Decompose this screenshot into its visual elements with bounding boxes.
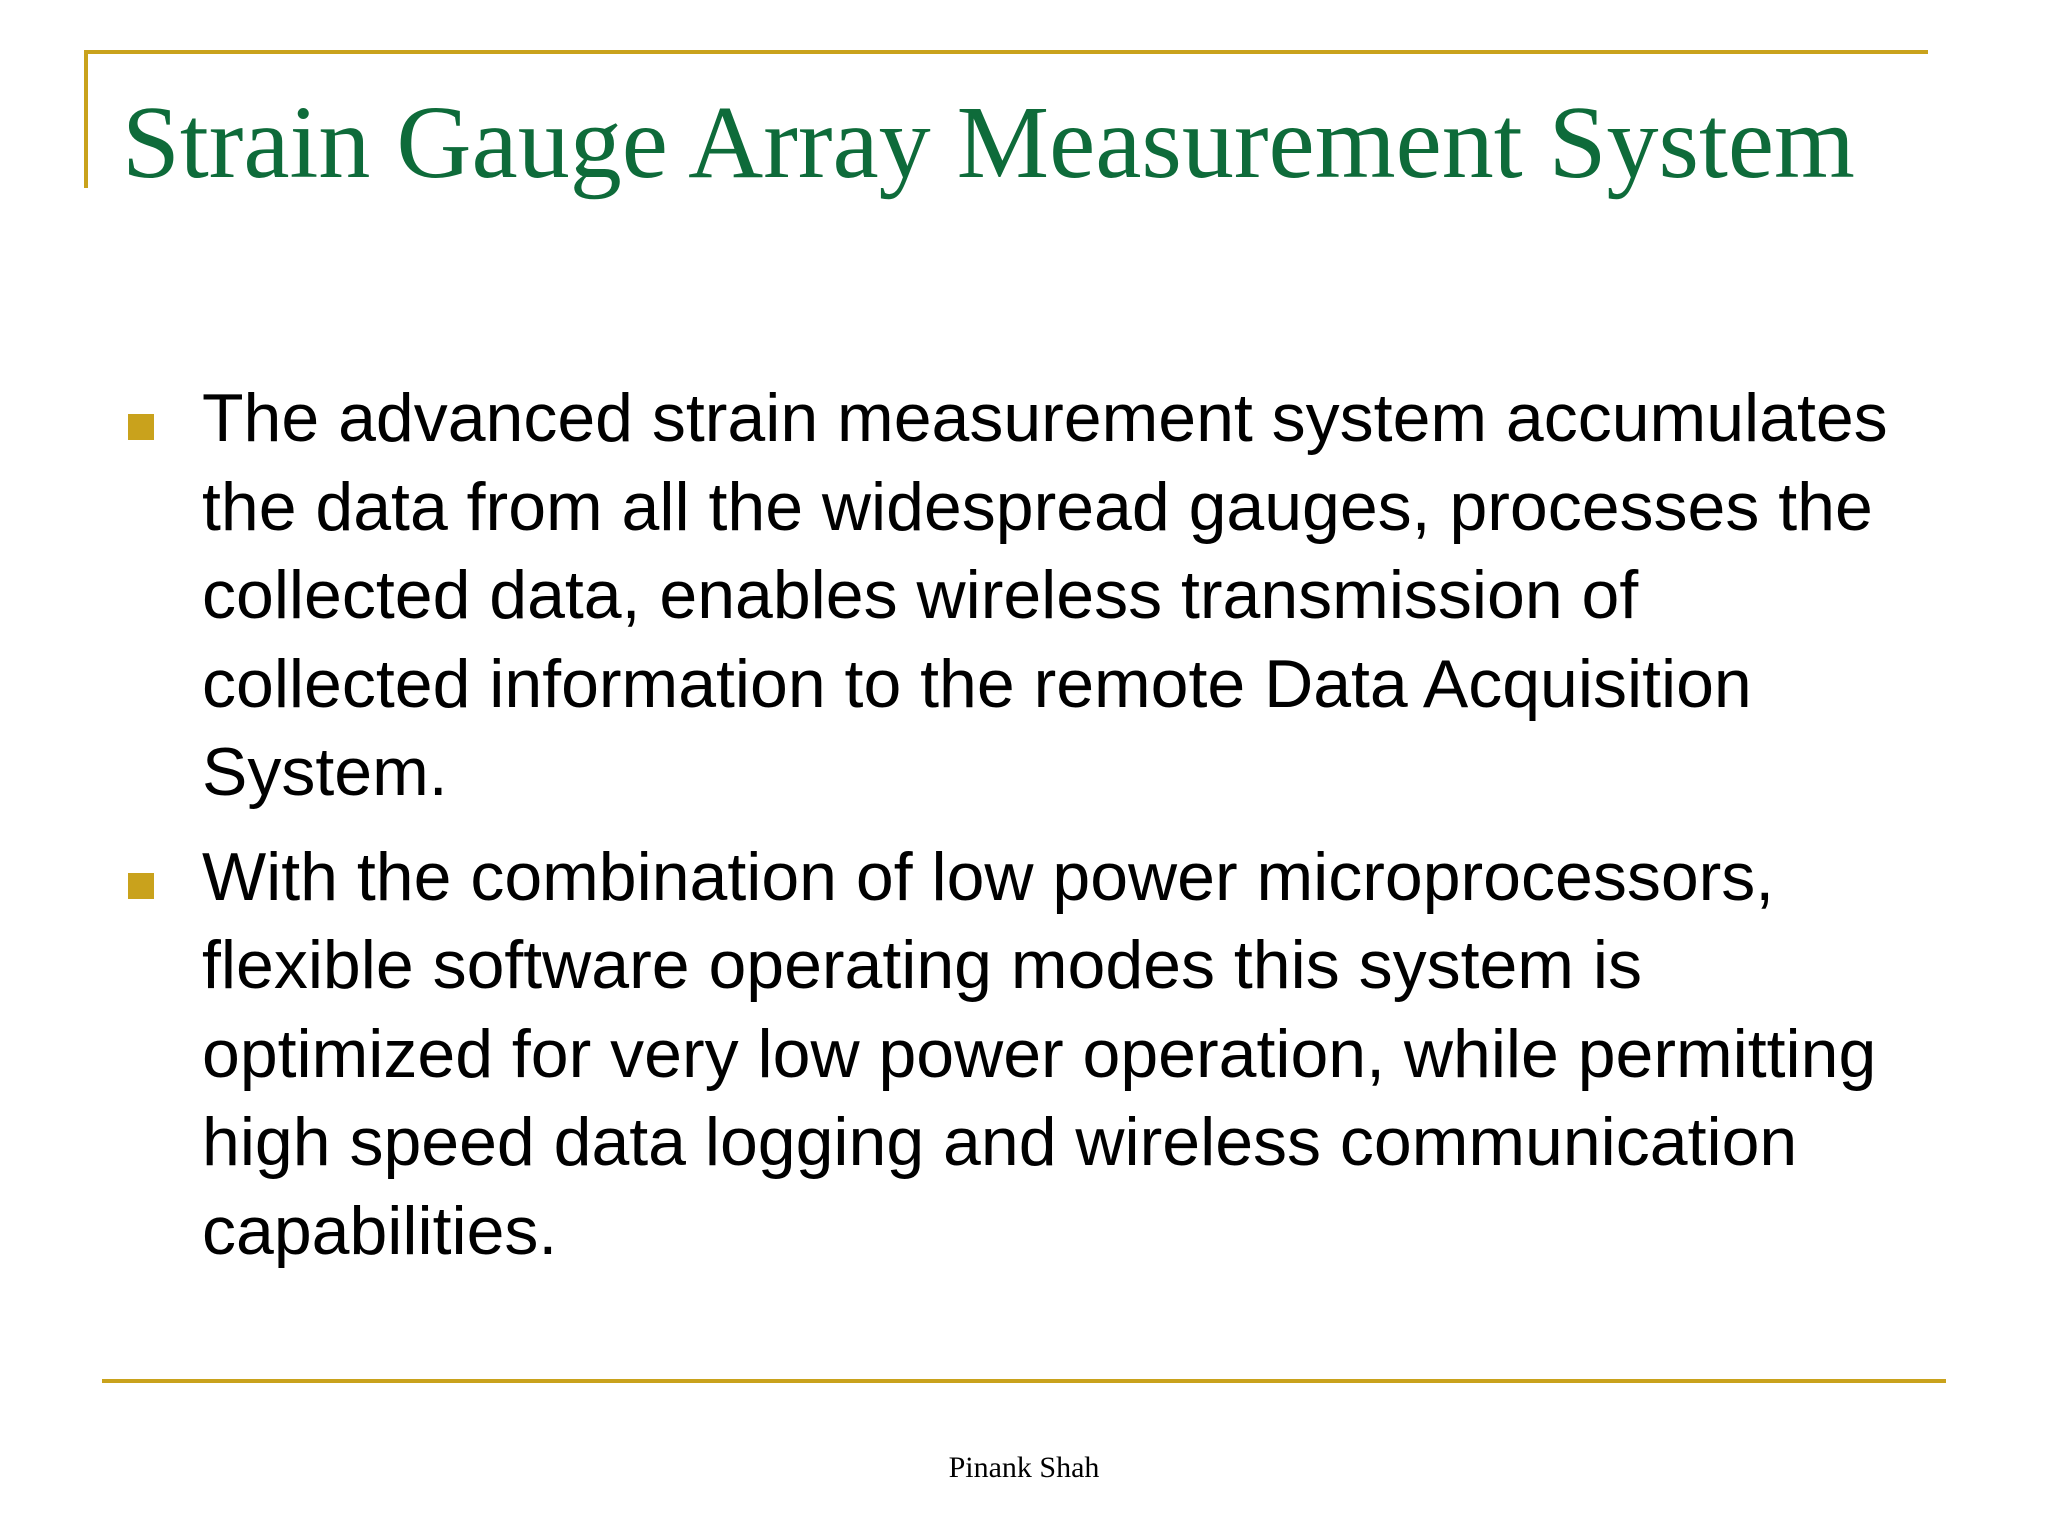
square-bullet-icon [128, 414, 154, 440]
bullet-text: With the combination of low power microprocessors, flexible software operating modes this system is optimized for very low power operation, while permitting high speed data logging and wireless communication capabilities. [202, 838, 1877, 1269]
footer-rule [102, 1379, 1946, 1383]
title-frame-top-rule [84, 50, 1928, 54]
square-bullet-icon [128, 873, 154, 899]
bullet-item [124, 374, 1924, 817]
title-frame-left-rule [84, 50, 88, 188]
bullet-list [124, 374, 1924, 1291]
footer-author: Pinank Shah [948, 1451, 1100, 1484]
slide-title: Strain Gauge Array Measurement System [122, 85, 1855, 200]
bullet-text: The advanced strain measurement system accumulates the data from all the widespread gauges, processes the collected data, enables wireless transmission of collected information to the remote Data Acquisition System. [202, 380, 1888, 810]
bullet-item [124, 833, 1924, 1276]
